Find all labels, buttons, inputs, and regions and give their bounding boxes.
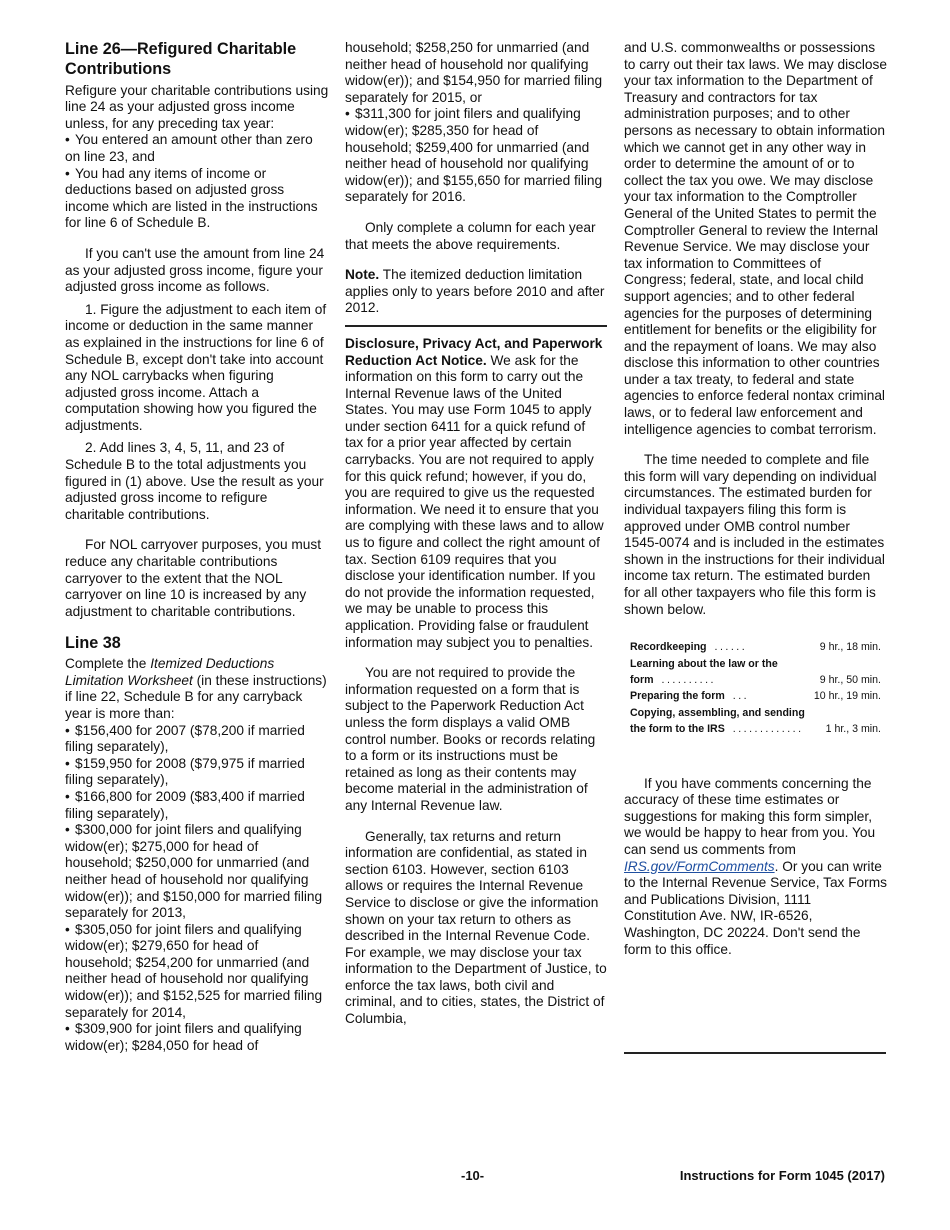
comments-paragraph [624, 776, 887, 959]
line26-bullet-2: • You had any items of income or deductions based on adjusted gross income which are listed in the instructions for line 6 of Schedule B. [65, 166, 329, 232]
only-complete-paragraph: Only complete a column for each year that meets the above requirements. [345, 219, 596, 252]
comments-text-b: . Or you can write to the Internal Revenue Service, Tax Forms and Publications Division, 1111 Constitution Ave. NW, IR-6526, Washington, DC 20224. Don't send the form to this office. [624, 858, 887, 957]
table-row [624, 639, 887, 655]
line26-paragraph-2: If you can't use the amount from line 24 as your adjusted gross income, figure your adjusted gross income as follows. [65, 245, 325, 295]
worksheet-title: Itemized Deductions Limitation Worksheet [65, 656, 275, 688]
confidential-paragraph: Generally, tax returns and return information are confidential, as stated in section 6103. However, section 6103 allows or requires the Internal Revenue Service to disclose or give the information shown on your tax return to others as described in the Internal Revenue Code. For example, we may disclose your tax information to the Department of Justice, to enforce the tax laws, both civil and criminal, and to cities, states, the District of Columbia, [345, 828, 607, 1027]
section-divider [345, 325, 607, 327]
line26-heading: Line 26—Refigured Charitable Contributions [65, 40, 297, 78]
time-needed-paragraph: The time needed to complete and file this form will vary depending on individual circumstances. The estimated burden for individual taxpayers filing this form is approved under OMB control number 1545-0074 and is included in the estimates shown in the instructions for their individual income tax return. The estimated burden for all other taxpayers who file this form is shown below. [624, 452, 885, 617]
burden-label: Copying, assembling, and sending the form to the IRS ............. [630, 706, 805, 736]
burden-value: 9 hr., 18 min. [819, 641, 881, 654]
burden-label: Learning about the law or the form .......... [630, 657, 778, 686]
note-text: The itemized deduction limitation applies only to years before 2010 and after 2012. [345, 267, 605, 316]
form-comments-link[interactable]: IRS.gov/FormComments [624, 858, 775, 874]
column-1 [65, 40, 329, 1054]
line38-intro [65, 656, 329, 722]
burden-label: Recordkeeping ...... [630, 641, 748, 654]
line38-heading: Line 38 [65, 634, 121, 653]
burden-table [624, 639, 887, 737]
line26-step-1: 1. Figure the adjustment to each item of income or deduction in the same manner as explained in the instructions for line 6 of Schedule B, except don't take into account any NOL carrybacks when figuring adjusted gross income. Attach a computation showing how you figured the adjustments. [65, 301, 327, 433]
burden-label: Preparing the form ... [630, 690, 750, 703]
disclosure-continued: and U.S. commonwealths or possessions to carry out their tax laws. We may disclose your tax information to the Department of Treasury and contractors for tax administration purposes; and to other persons as necessary to obtain information which we cannot get in any other way in order to determine the amount of or to collect the tax you owe. We may disclose your tax information to the Comptroller General of the United States to permit the Comptroller General to review the Internal Revenue Service. We may disclose your tax information to Committees of Congress; federal, state, and local child support agencies; and to other federal agencies for the purposes of determining entitlement for benefits or the eligibility for and the repayment of loans. We may also disclose this information to other countries under a tax treaty, to federal and state agencies to enforce federal nontax criminal laws, or to federal law enforcement and intelligence agencies to combat terrorism. [624, 40, 887, 437]
burden-value: 10 hr., 19 min. [813, 690, 881, 703]
line26-step-2: 2. Add lines 3, 4, 5, 11, and 23 of Schedule B to the total adjustments you figured in (1) above. Use the result as your adjusted gross income to refigure charitable contributions. [65, 440, 324, 522]
form-name: Instructions for Form 1045 (2017) [679, 1168, 885, 1183]
column-end-divider [624, 1052, 886, 1054]
page-number: -10- [461, 1168, 485, 1183]
note-label: Note. [345, 267, 380, 283]
line38-bullet-4: • $300,000 for joint filers and qualifying widow(er); $275,000 for head of household; $250,000 for unmarried (and neither head of household nor qualifying widow(er)); and $150,000 for married filing separately for 2013, [65, 822, 329, 922]
line38-bullet-5: • $305,050 for joint filers and qualifying widow(er); $279,650 for head of household; $254,200 for unmarried (and neither head of household nor qualifying widow(er)); and $152,525 for married filing separately for 2014, [65, 922, 329, 1022]
table-row [624, 688, 887, 704]
not-required-paragraph: You are not required to provide the information requested on a form that is subject to the Paperwork Reduction Act unless the form displays a valid OMB control number. Books or records relating to a form or its instructions must be retained as long as their contents may become material in the administration of any Internal Revenue law. [345, 665, 596, 813]
line26-paragraph-3: For NOL carryover purposes, you must reduce any charitable contributions carryover to the extent that the NOL carryover on line 10 is increased by any adjustment to charitable contributions. [65, 537, 322, 619]
line26-intro: Refigure your charitable contributions using line 24 as your adjusted gross income unless, for any preceding tax year: [65, 82, 329, 131]
privacy-text: We ask for the information on this form to carry out the Internal Revenue laws of the United States. You may use Form 1045 to apply under section 6411 for a quick refund of tax for a prior year affected by certain carrybacks. You are not required to apply for this quick refund; however, if you do, you are required to give us the requested information. We need it to ensure that you are complying with these laws and to allow us to figure and collect the right amount of tax. Section 6109 requires that you disclose your identification number. If you do not provide the information requested, we may be unable to process this application. Providing false or fraudulent information may subject you to penalties. [345, 352, 604, 650]
bullet-2016: • $311,300 for joint filers and qualifying widow(er); $285,350 for head of household; $259,400 for unmarried (and neither head of household nor qualifying widow(er)); and $155,650 for married filing separately for 2016. [345, 106, 607, 206]
burden-value: 9 hr., 50 min. [819, 674, 881, 686]
column-2 [345, 40, 607, 1028]
line38-intro-a: Complete the [65, 656, 147, 672]
burden-value: 1 hr., 3 min. [825, 723, 881, 736]
line38-bullet-3: • $166,800 for 2009 ($83,400 if married filing separately), [65, 789, 329, 822]
privacy-paragraph [345, 336, 607, 651]
line38-bullet-6: • $309,900 for joint filers and qualifying widow(er); $284,050 for head of [65, 1021, 329, 1054]
line38-bullet-1: • $156,400 for 2007 ($78,200 if married filing separately), [65, 723, 329, 756]
privacy-heading: Disclosure, Privacy Act, and Paperwork Reduction Act Notice. [345, 335, 603, 368]
comments-text-a: If you have comments concerning the accuracy of these time estimates or suggestions for making this form simpler, we would be happy to hear from you. You can send us comments from [624, 775, 876, 857]
table-row [624, 656, 887, 689]
column-3 [624, 40, 887, 958]
table-row [624, 705, 887, 738]
bullet-2015-continued: household; $258,250 for unmarried (and neither head of household nor qualifying widow(er)); and $154,950 for married filing separately for 2015, or [345, 40, 603, 105]
line38-bullet-2: • $159,950 for 2008 ($79,975 if married filing separately), [65, 756, 329, 789]
line38-intro-b: (in these instructions) if line 22, Schedule B for any carryback year is more than: [65, 672, 327, 721]
line26-bullet-1: • You entered an amount other than zero on line 23, and [65, 132, 329, 165]
note-paragraph [345, 267, 607, 317]
